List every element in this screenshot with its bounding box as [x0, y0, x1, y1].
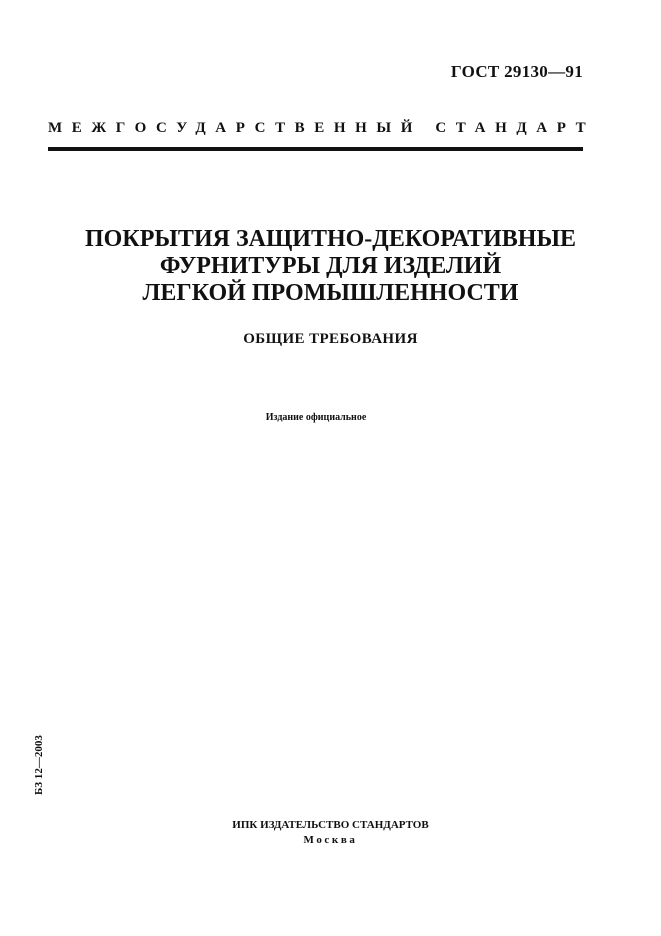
title-line-3: ЛЕГКОЙ ПРОМЫШЛЕННОСТИ	[142, 280, 519, 306]
document-subtitle: ОБЩИЕ ТРЕБОВАНИЯ	[243, 331, 418, 347]
side-catalog-code: БЗ 12—2003	[33, 735, 45, 795]
title-line-1: ПОКРЫТИЯ ЗАЩИТНО-ДЕКОРАТИВНЫЕ	[84, 226, 577, 252]
standard-code: ГОСТ 29130—91	[450, 62, 583, 81]
header-divider	[48, 147, 583, 151]
edition-note: Издание официальное	[265, 412, 367, 423]
title-line-2: ФУРНИТУРЫ ДЛЯ ИЗДЕЛИЙ	[159, 253, 502, 279]
document-title	[0, 226, 661, 307]
publisher-city: Москва	[303, 834, 358, 846]
interstate-standard-label: МЕЖГОСУДАРСТВЕННЫЙ СТАНДАРТ	[48, 120, 596, 136]
publisher-name: ИПК ИЗДАТЕЛЬСТВО СТАНДАРТОВ	[232, 819, 429, 831]
publisher-block	[0, 818, 661, 848]
